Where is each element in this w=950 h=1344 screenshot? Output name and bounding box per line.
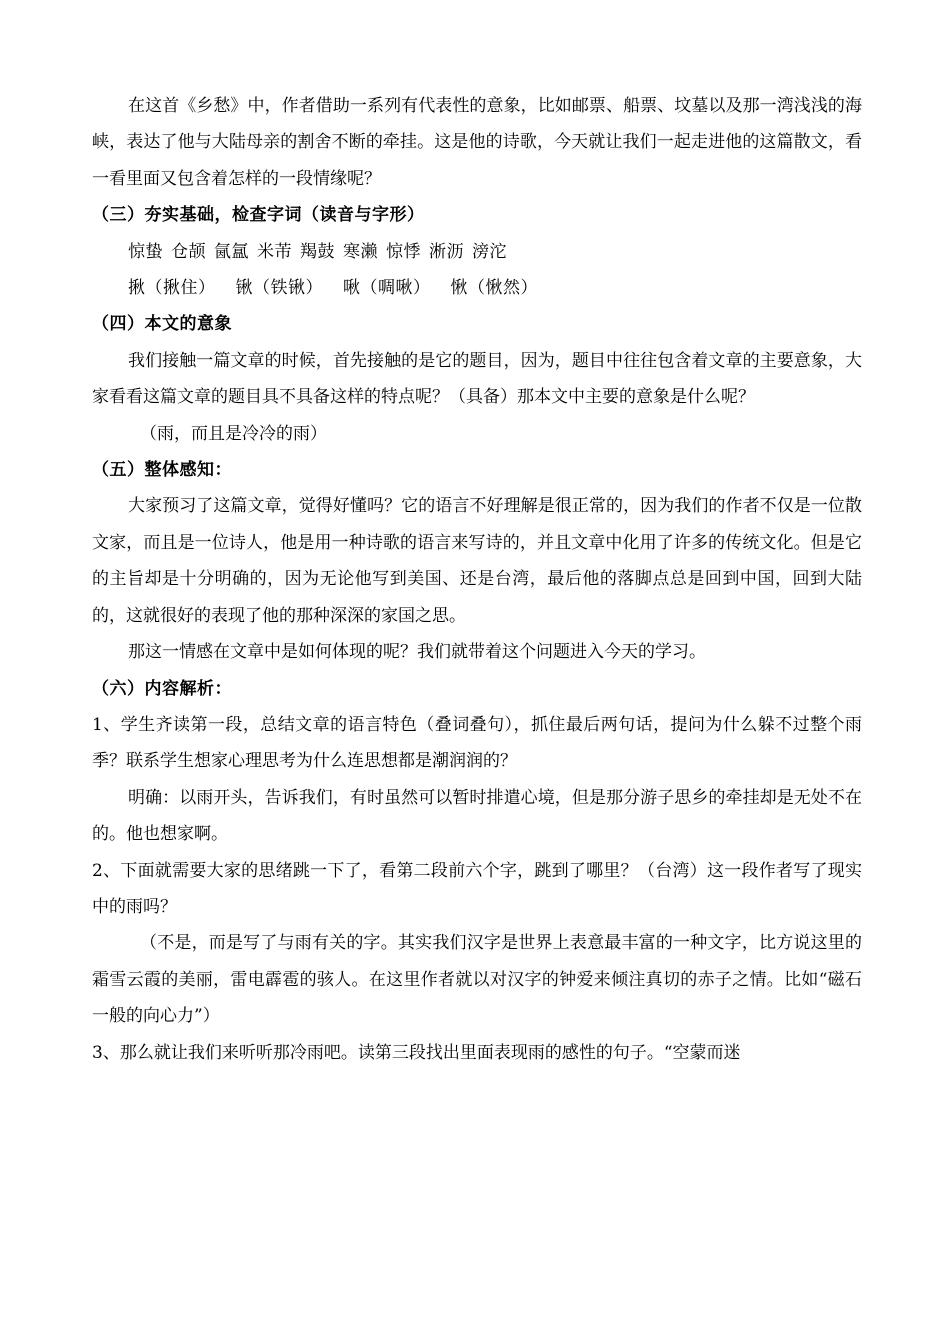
vocab-word: 仓颉	[171, 241, 206, 262]
section-heading-6: （六）内容解析：	[92, 678, 232, 699]
paragraph-4-answer: （雨，而且是冷冷的雨）	[140, 423, 327, 444]
paragraph-5b: 那这一情感在文章中是如何体现的呢？我们就带着这个问题进入今天的学习。	[128, 642, 706, 663]
section-heading-4: （四）本文的意象	[92, 314, 232, 335]
vocab-word: 米芾	[257, 241, 292, 262]
vocab-word: 氤氲	[214, 241, 249, 262]
vocab-word: 惊悸	[386, 241, 421, 262]
vocab-word: 滂沱	[472, 241, 507, 262]
vocab-word: 寒濑	[343, 241, 378, 262]
vocab-word: 惊蛰	[128, 241, 163, 262]
document-page	[92, 88, 862, 1071]
vocab-word: 愀（愀然）	[450, 278, 538, 299]
list-item-1-answer: 明确：以雨开头，告诉我们，有时虽然可以暂时排遣心境，但是那分游子思乡的牵挂却是无处不在的。他也想家啊。	[92, 787, 862, 845]
vocab-word: 揪（揪住）	[128, 278, 216, 299]
vocab-line-1	[92, 234, 862, 270]
list-item-1: 1、学生齐读第一段，总结文章的语言特色（叠词叠句），抓住最后两句话，提问为什么躲不过整个雨季？联系学生想家心理思考为什么连思想都是潮润润的？	[92, 714, 862, 772]
section-heading-3: （三）夯实基础，检查字词（读音与字形）	[92, 205, 425, 226]
vocab-word: 锹（铁锹）	[235, 278, 323, 299]
list-item-3: 3、那么就让我们来听听那冷雨吧。读第三段找出里面表现雨的感性的句子。“空蒙而迷	[92, 1042, 741, 1063]
paragraph-5a: 大家预习了这篇文章，觉得好懂吗？它的语言不好理解是很正常的，因为我们的作者不仅是一位散文家，而且是一位诗人，他是用一种诗歌的语言来写诗的，并且文章中化用了许多的传统文化。但是它的主旨却是十分明确的，因为无论他写到美国、还是台湾，最后他的落脚点总是回到中国，回到大陆的，这就很好的表现了他的那种深深的家国之思。	[92, 496, 862, 626]
list-item-2-answer: （不是，而是写了与雨有关的字。其实我们汉字是世界上表意最丰富的一种文字，比方说这里的霜雪云霞的美丽，雷电霹雹的骇人。在这里作者就以对汉字的钟爱来倾注真切的赤子之情。比如“磁石一般的向心力”）	[92, 933, 862, 1027]
vocab-word: 羯鼓	[300, 241, 335, 262]
vocab-word: 啾（啁啾）	[343, 278, 431, 299]
list-item-2: 2、下面就需要大家的思绪跳一下了，看第二段前六个字，跳到了哪里？（台湾）这一段作者写了现实中的雨吗？	[92, 860, 862, 917]
intro-paragraph: 在这首《乡愁》中，作者借助一系列有代表性的意象，比如邮票、船票、坟墓以及那一湾浅浅的海峡，表达了他与大陆母亲的割舍不断的牵挂。这是他的诗歌，今天就让我们一起走进他的这篇散文，看一看里面又包含着怎样的一段情缘呢？	[92, 96, 862, 189]
section-heading-5: （五）整体感知：	[92, 460, 232, 481]
vocab-word: 淅沥	[429, 241, 464, 262]
paragraph-4: 我们接触一篇文章的时候，首先接触的是它的题目，因为，题目中往往包含着文章的主要意象，大家看看这篇文章的题目具不具备这样的特点呢？（具备）那本文中主要的意象是什么呢？	[92, 350, 862, 408]
vocab-line-2	[92, 270, 862, 306]
